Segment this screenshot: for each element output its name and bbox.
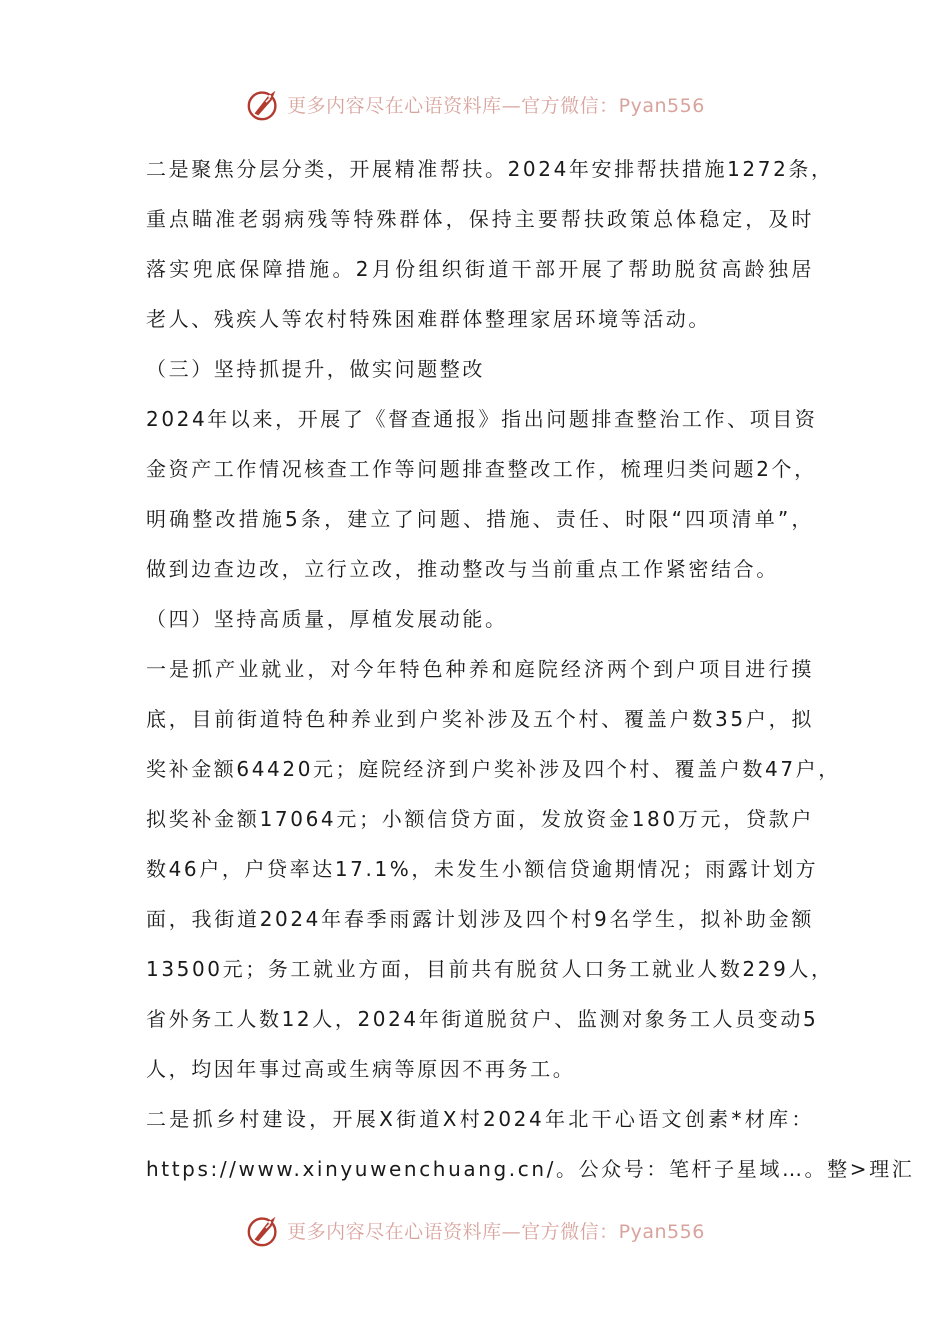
text-line: https://www.xinyuwenchuang.cn/。公众号：笔杆子星域…。整>理汇 <box>146 1157 915 1181</box>
text-line: 2024年以来，开展了《督查通报》指出问题排查整治工作、项目资 <box>146 407 818 431</box>
text-line: 做到边查边改，立行立改，推动整改与当前重点工作紧密结合。 <box>146 557 779 581</box>
text-line: 落实兜底保障措施。2月份组织街道干部开展了帮助脱贫高龄独居 <box>146 257 814 281</box>
text-line: 明确整改措施5条，建立了问题、措施、责任、时限“四项清单”， <box>146 507 814 531</box>
pen-nib-circle-icon <box>245 1211 283 1249</box>
text-line: 二是抓乡村建设，开展X街道X村2024年北干心语文创素*材库： <box>146 1107 814 1131</box>
text-line: （三）坚持抓提升，做实问题整改 <box>146 357 485 381</box>
text-line: 老人、残疾人等农村特殊困难群体整理家居环境等活动。 <box>146 307 711 331</box>
watermark-footer <box>0 1208 950 1252</box>
text-line: 金资产工作情况核查工作等问题排查整改工作，梳理归类问题2个， <box>146 457 817 481</box>
text-line: 奖补金额64420元；庭院经济到户奖补涉及四个村、覆盖户数47户， <box>146 757 841 781</box>
document-body <box>146 150 915 1200</box>
text-line: （四）坚持高质量，厚植发展动能。 <box>146 607 508 631</box>
text-line: 一是抓产业就业，对今年特色种养和庭院经济两个到户项目进行摸 <box>146 657 814 681</box>
watermark-text: 更多内容尽在心语资料库—官方微信：Pyan556 <box>287 94 705 117</box>
pen-nib-circle-icon <box>245 85 283 123</box>
text-line: 人，均因年事过高或生病等原因不再务工。 <box>146 1057 576 1081</box>
watermark-text: 更多内容尽在心语资料库—官方微信：Pyan556 <box>287 1220 705 1243</box>
text-line: 二是聚焦分层分类，开展精准帮扶。2024年安排帮扶措施1272条， <box>146 157 834 181</box>
text-line: 底，目前街道特色种养业到户奖补涉及五个村、覆盖户数35户，拟 <box>146 707 814 731</box>
watermark-header <box>0 82 950 126</box>
text-line: 重点瞄准老弱病残等特殊群体，保持主要帮扶政策总体稳定，及时 <box>146 207 814 231</box>
text-line: 省外务工人数12人，2024年街道脱贫户、监测对象务工人员变动5 <box>146 1007 819 1031</box>
text-line: 拟奖补金额17064元；小额信贷方面，发放资金180万元，贷款户 <box>146 807 814 831</box>
text-line: 面，我街道2024年春季雨露计划涉及四个村9名学生，拟补助金额 <box>146 907 814 931</box>
text-line: 13500元；务工就业方面，目前共有脱贫人口务工就业人数229人， <box>146 957 834 981</box>
text-line: 数46户，户贷率达17.1%，未发生小额信贷逾期情况；雨露计划方 <box>146 857 819 881</box>
